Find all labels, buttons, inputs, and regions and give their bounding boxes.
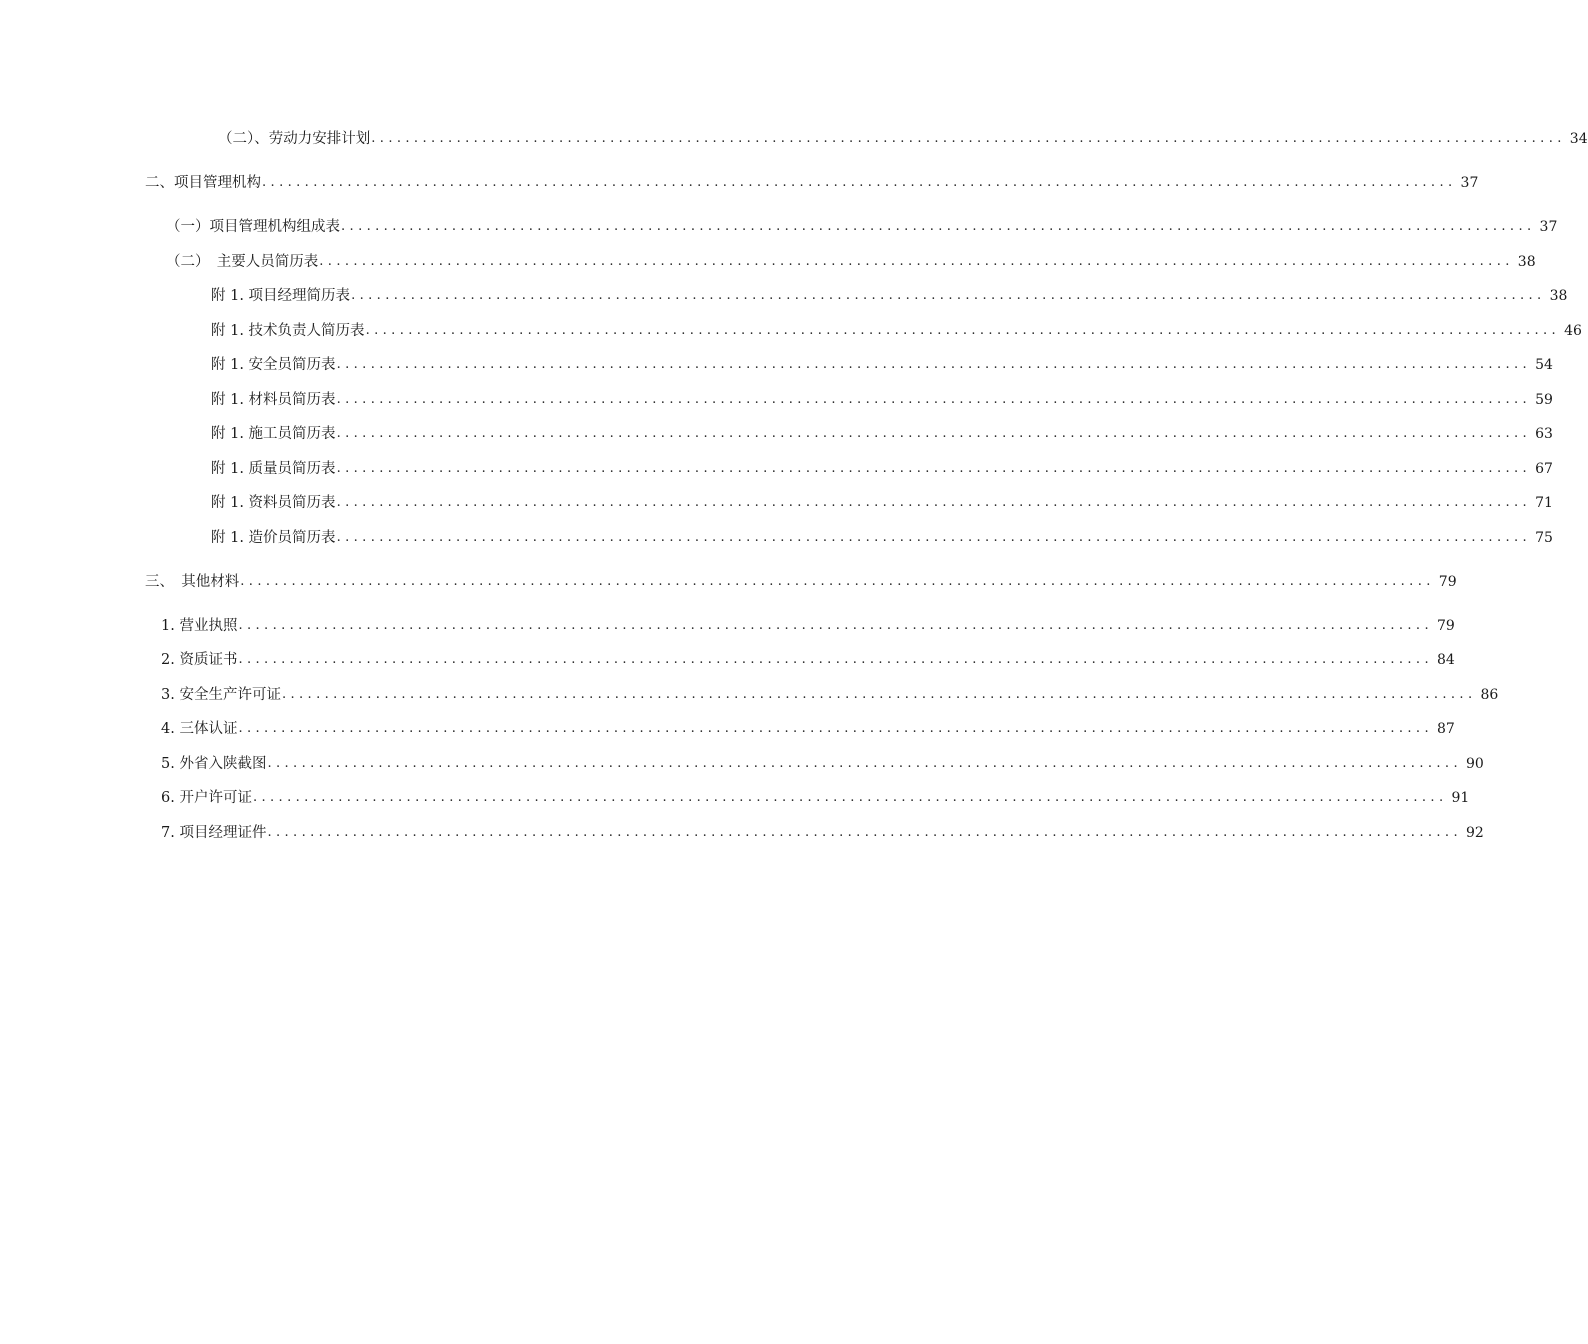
toc-entry-account-opening-permit[interactable] [161, 786, 1470, 808]
toc-page-number: 79 [1436, 618, 1455, 634]
toc-page-number: 38 [1517, 254, 1536, 270]
toc-entry-title: 三、 其他材料 [145, 574, 240, 590]
toc-entry-shaanxi-entry-screenshot[interactable] [161, 752, 1484, 774]
toc-entry-title: 附 1. 质量员简历表 [211, 461, 336, 477]
toc-leader-dots: ............................................................................................................................................ [351, 288, 1546, 303]
toc-leader-dots: ............................................................................................................................................ [267, 825, 1462, 840]
toc-entry-documents-officer-resume[interactable] [211, 491, 1553, 513]
toc-entry-title: 5. 外省入陕截图 [161, 756, 267, 772]
toc-page-number: 67 [1535, 461, 1553, 477]
toc-entry-title: （二） 主要人员简历表 [166, 254, 319, 270]
toc-page-number: 79 [1438, 574, 1457, 590]
toc-page-number: 71 [1535, 495, 1553, 511]
toc-page-number: 63 [1535, 426, 1553, 442]
toc-leader-dots: ............................................................................................................................................ [238, 721, 1433, 736]
toc-page-number: 59 [1535, 392, 1553, 408]
toc-leader-dots: ............................................................................................................................................ [336, 392, 1532, 407]
toc-leader-dots: ............................................................................................................................................ [252, 790, 1448, 805]
toc-leader-dots: ............................................................................................................................................ [238, 618, 1433, 633]
toc-entry-key-staff-resumes[interactable] [166, 250, 1536, 272]
toc-entry-title: 附 1. 安全员简历表 [211, 357, 336, 373]
toc-page-number: 87 [1436, 721, 1455, 737]
toc-leader-dots: ............................................................................................................................................ [240, 574, 1435, 589]
toc-page-number: 46 [1564, 323, 1582, 339]
toc-page-number: 86 [1480, 687, 1499, 703]
toc-entry-title: 附 1. 施工员简历表 [211, 426, 336, 442]
toc-page-number: 37 [1460, 175, 1479, 191]
toc-page-number: 75 [1535, 530, 1553, 546]
toc-entry-title: （二）、劳动力安排计划 [218, 131, 371, 147]
toc-page-number: 37 [1539, 219, 1558, 235]
toc-entry-safety-officer-resume[interactable] [211, 353, 1553, 375]
toc-leader-dots: ............................................................................................................................................ [341, 219, 1536, 234]
toc-entry-business-license[interactable] [161, 614, 1455, 636]
toc-page-number: 90 [1465, 756, 1484, 772]
toc-entry-title: 附 1. 材料员简历表 [211, 392, 336, 408]
toc-entry-pm-certificates[interactable] [161, 821, 1484, 843]
toc-entry-title: 附 1. 资料员简历表 [211, 495, 336, 511]
toc-entry-title: 2. 资质证书 [161, 652, 238, 668]
toc-leader-dots: ............................................................................................................................................ [319, 254, 1514, 269]
toc-entry-title: 附 1. 技术负责人简历表 [211, 323, 365, 339]
toc-entry-title: 1. 营业执照 [161, 618, 238, 634]
toc-leader-dots: ............................................................................................................................................ [281, 687, 1477, 702]
toc-entry-project-management[interactable] [145, 171, 1479, 193]
toc-page-number: 92 [1465, 825, 1484, 841]
toc-entry-org-table[interactable] [166, 215, 1558, 237]
toc-entry-cost-officer-resume[interactable] [211, 526, 1553, 548]
toc-entry-labor-plan[interactable] [218, 127, 1588, 149]
toc-leader-dots: ............................................................................................................................................ [336, 530, 1532, 545]
toc-page-number: 34 [1569, 131, 1588, 147]
toc-entry-title: 附 1. 项目经理简历表 [211, 288, 351, 304]
toc-entry-construction-officer-resume[interactable] [211, 422, 1553, 444]
toc-entry-other-materials[interactable] [145, 570, 1457, 592]
toc-leader-dots: ............................................................................................................................................ [371, 131, 1566, 146]
toc-leader-dots: ............................................................................................................................................ [336, 495, 1532, 510]
toc-leader-dots: ............................................................................................................................................ [336, 357, 1532, 372]
toc-page-number: 38 [1549, 288, 1568, 304]
toc-entry-title: （一）项目管理机构组成表 [166, 219, 340, 235]
toc-entry-materials-officer-resume[interactable] [211, 388, 1553, 410]
toc-leader-dots: ............................................................................................................................................ [365, 323, 1561, 338]
toc-entry-title: 6. 开户许可证 [161, 790, 252, 806]
toc-entry-qualification-certificate[interactable] [161, 648, 1455, 670]
toc-leader-dots: ............................................................................................................................................ [336, 426, 1532, 441]
toc-entry-pm-resume[interactable] [211, 284, 1568, 306]
toc-entry-three-system-certification[interactable] [161, 717, 1455, 739]
toc-page-number: 84 [1436, 652, 1455, 668]
toc-leader-dots: ............................................................................................................................................ [262, 175, 1457, 190]
toc-entry-safety-production-license[interactable] [161, 683, 1499, 705]
toc-leader-dots: ............................................................................................................................................ [336, 461, 1532, 476]
toc-leader-dots: ............................................................................................................................................ [267, 756, 1462, 771]
toc-page-number: 54 [1535, 357, 1553, 373]
toc-leader-dots: ............................................................................................................................................ [238, 652, 1433, 667]
toc-entry-title: 附 1. 造价员简历表 [211, 530, 336, 546]
toc-entry-title: 4. 三体认证 [161, 721, 238, 737]
toc-entry-title: 3. 安全生产许可证 [161, 687, 281, 703]
toc-page-number: 91 [1451, 790, 1470, 806]
toc-entry-title: 7. 项目经理证件 [161, 825, 267, 841]
toc-entry-quality-officer-resume[interactable] [211, 457, 1553, 479]
toc-entry-tech-lead-resume[interactable] [211, 319, 1582, 341]
toc-entry-title: 二、项目管理机构 [145, 175, 261, 191]
